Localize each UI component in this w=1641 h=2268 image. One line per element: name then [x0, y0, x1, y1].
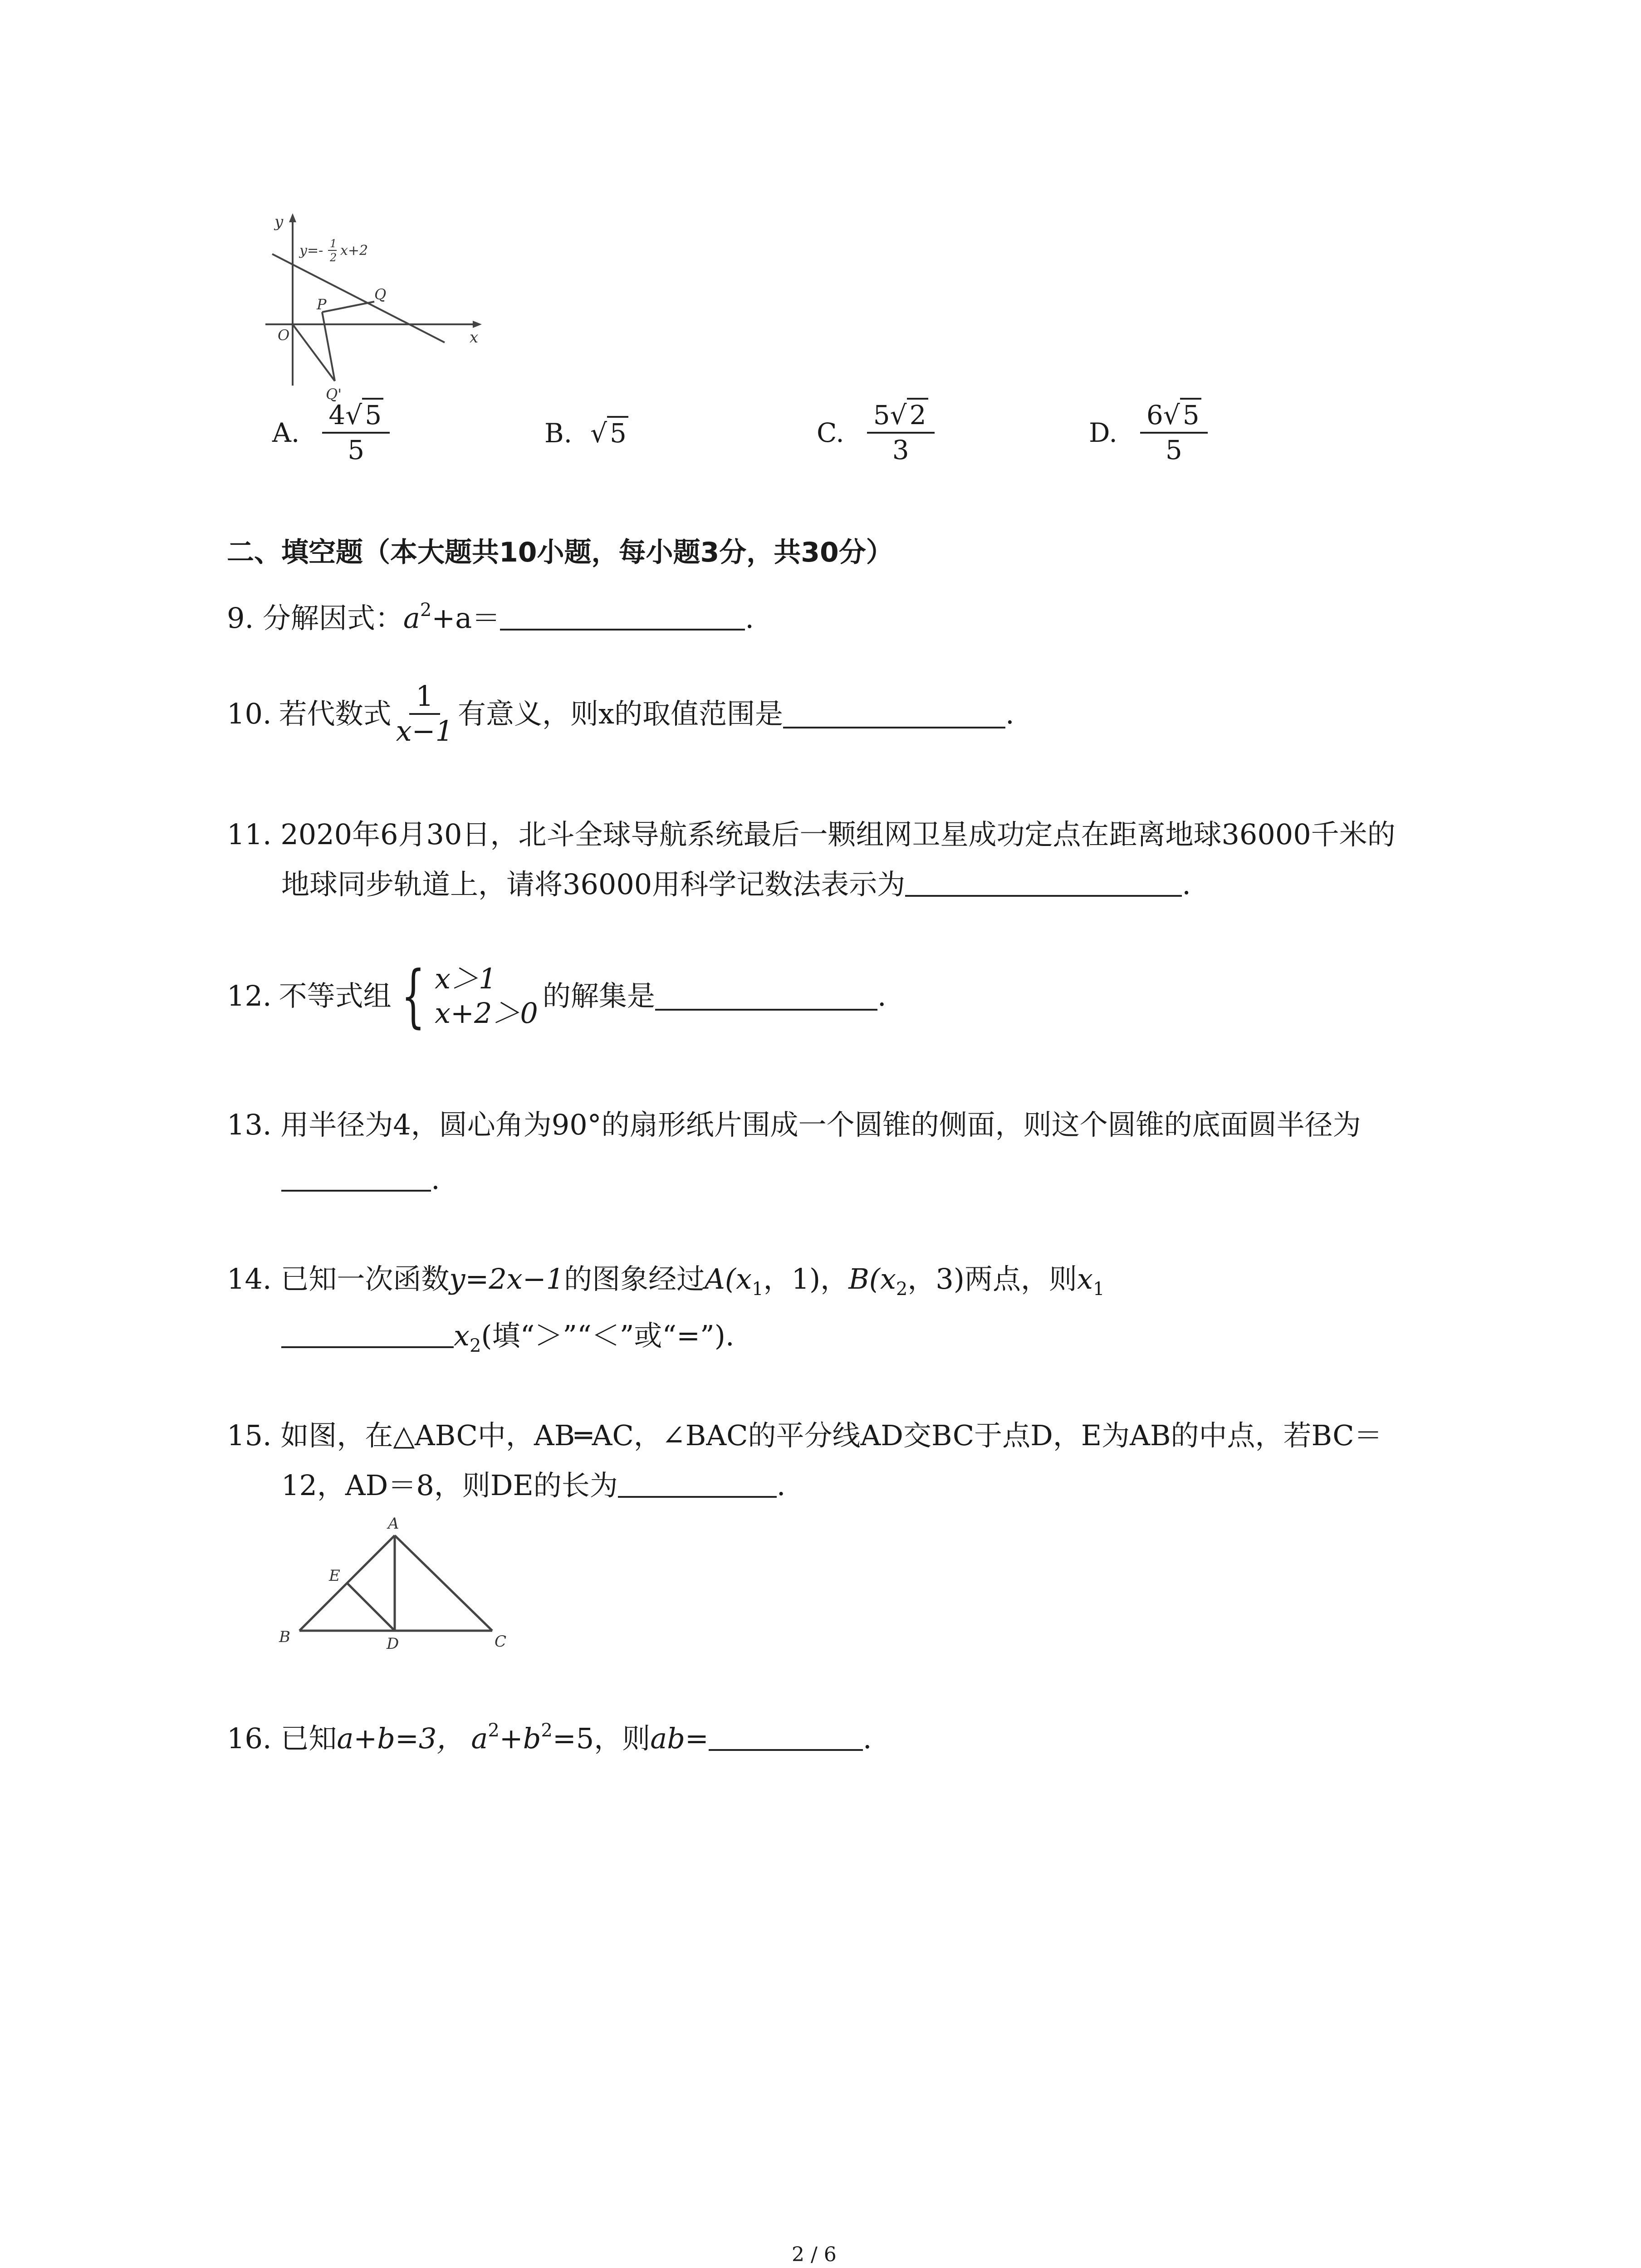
- segment-oq-prime: [293, 324, 335, 381]
- question-10: [227, 680, 1014, 748]
- y-axis-label: y: [274, 213, 284, 231]
- q14-x2: x: [454, 1319, 470, 1352]
- question-13: [227, 1107, 1361, 1143]
- q12-ineq1: x＞1: [435, 962, 497, 995]
- q9-var: a: [403, 601, 420, 635]
- q15-line2: 12，AD＝8，则DE的长为: [281, 1469, 618, 1502]
- q12-system: [392, 957, 538, 1036]
- q14-answer-blank[interactable]: [281, 1319, 454, 1348]
- vertex-e-label: E: [329, 1567, 340, 1585]
- option-b-radicand: 5: [607, 416, 628, 449]
- line-eq-num: 1: [330, 237, 337, 250]
- question-11-cont: [281, 866, 1191, 903]
- question-12: [227, 957, 887, 1036]
- q13-number: 13.: [227, 1108, 272, 1141]
- option-c-radicand: 2: [907, 398, 928, 430]
- option-c-coef: 5: [873, 400, 890, 430]
- question-16: [227, 1712, 872, 1757]
- triangle-figure: [268, 1510, 522, 1656]
- q12-answer-blank[interactable]: [655, 982, 877, 1011]
- q14-text-c: 的图象经过: [564, 1262, 705, 1295]
- q16-exp2: 2: [541, 1720, 553, 1741]
- option-d-fraction: $\frac{6√ 5}{5}$: [1140, 399, 1208, 466]
- q11-end: .: [1182, 868, 1191, 901]
- q14-sub2: 2: [896, 1279, 908, 1300]
- q12-brace: {: [401, 957, 425, 1036]
- q14-point-a: A(x: [705, 1262, 752, 1295]
- q14-sub4: 2: [469, 1335, 481, 1356]
- q16-ab: ab=: [650, 1722, 709, 1755]
- q16-post: =5，则: [552, 1722, 651, 1755]
- q15-answer-blank[interactable]: [618, 1469, 777, 1498]
- point-p-label: P: [317, 296, 327, 313]
- question-14: [227, 1261, 1104, 1307]
- q16-plus-b: +b: [499, 1722, 541, 1755]
- q10-number: 10.: [227, 697, 272, 730]
- q11-line2: 地球同步轨道上，请将36000用科学记数法表示为: [281, 868, 906, 901]
- section-title: 二、填空题（本大题共10小题，每小题3分，共30分）: [227, 537, 893, 568]
- q15-line1: 如图，在△ABC中，AB═AC，∠BAC的平分线AD交BC于点D，E为AB的中点，若BC＝: [280, 1419, 1382, 1452]
- line-eq-prefix: y=-: [299, 243, 323, 259]
- vertex-a-label: A: [388, 1515, 399, 1533]
- option-b: B. √ 5: [544, 415, 628, 451]
- option-b-letter: B.: [544, 418, 573, 449]
- line-graph: [272, 254, 445, 342]
- question-15-cont: [281, 1467, 786, 1504]
- q13-answer-blank[interactable]: [281, 1163, 431, 1192]
- q14-text-g: ，3)两点，则: [907, 1262, 1077, 1295]
- option-a-coef: 4: [328, 400, 346, 430]
- question-13-cont: [281, 1161, 440, 1198]
- q14-sub3: 1: [1092, 1279, 1105, 1300]
- q11-answer-blank[interactable]: [905, 868, 1182, 897]
- q13-end: .: [431, 1163, 440, 1196]
- line-eq-den: 2: [330, 251, 337, 264]
- option-a-den: 5: [348, 435, 365, 465]
- q10-answer-blank[interactable]: [783, 699, 1005, 728]
- coordinate-graph: [259, 204, 495, 404]
- q10-pre: 若代数式: [279, 697, 392, 730]
- q15-end: .: [776, 1469, 786, 1502]
- q10-end: .: [1005, 697, 1014, 730]
- option-c-fraction: $\frac{5√ 2}{3}$: [867, 399, 935, 466]
- q16-end: .: [862, 1722, 872, 1755]
- q11-line1: 2020年6月30日，北斗全球导航系统最后一颗组网卫星成功定点在距离地球36000千米的: [280, 818, 1396, 851]
- q16-part1: a+b=3，: [337, 1722, 465, 1755]
- option-a-fraction: $\frac{4√ 5}{5}$: [322, 399, 390, 466]
- q9-expr: +a＝: [431, 601, 500, 635]
- q10-frac-num: 1: [409, 680, 440, 715]
- segment-pq: [322, 302, 374, 312]
- q12-post: 的解集是: [542, 979, 655, 1012]
- option-d-letter: D.: [1089, 417, 1117, 448]
- x-axis-arrow: [473, 321, 482, 328]
- q14-x1: x: [1077, 1262, 1093, 1295]
- option-a: [272, 399, 394, 466]
- q15-number: 15.: [227, 1419, 272, 1452]
- point-q-prime-label: Q': [326, 386, 342, 403]
- origin-label: O: [278, 327, 290, 344]
- q14-sub1: 1: [752, 1279, 764, 1300]
- option-a-letter: A.: [272, 417, 300, 448]
- q14-choice: (填“＞”“＜”或“=”).: [481, 1319, 735, 1352]
- q9-number: 9.: [227, 601, 254, 635]
- q14-point-b: B(x: [848, 1262, 896, 1295]
- q10-frac-den: x−1: [396, 714, 453, 748]
- option-d-radicand: 5: [1180, 398, 1201, 430]
- q16-number: 16.: [227, 1722, 272, 1755]
- q14-text-e: ，1)，: [763, 1262, 849, 1295]
- q16-exp1: 2: [488, 1720, 500, 1741]
- vertex-c-label: C: [495, 1633, 507, 1651]
- q16-a: a: [471, 1722, 488, 1755]
- point-q-label: Q: [374, 286, 387, 303]
- q9-end: .: [745, 601, 754, 635]
- vertex-b-label: B: [279, 1628, 290, 1646]
- q16-pre: 已知: [280, 1722, 337, 1755]
- segment-pq-prime: [322, 312, 335, 381]
- q16-answer-blank[interactable]: [709, 1722, 863, 1751]
- option-d-coef: 6: [1146, 400, 1163, 430]
- side-ac: [395, 1535, 492, 1631]
- q12-end: .: [877, 979, 887, 1012]
- option-c-letter: C.: [817, 417, 844, 448]
- q9-text: 分解因式：: [262, 601, 403, 635]
- q12-ineq2: x+2＞0: [435, 997, 538, 1030]
- vertex-d-label: D: [387, 1635, 399, 1653]
- segment-de: [347, 1583, 395, 1631]
- y-axis-arrow: [289, 213, 296, 222]
- q14-function: y=2x−1: [449, 1262, 564, 1295]
- q9-exponent: 2: [420, 600, 432, 621]
- q9-answer-blank[interactable]: [500, 601, 745, 631]
- q12-pre: 不等式组: [279, 979, 392, 1012]
- q14-text-a: 已知一次函数: [280, 1262, 450, 1295]
- question-14-cont: [281, 1318, 735, 1364]
- q11-number: 11.: [227, 818, 272, 851]
- option-a-radicand: 5: [362, 398, 383, 430]
- option-d-den: 5: [1165, 435, 1182, 465]
- x-axis-label: x: [470, 328, 479, 347]
- q13-line1: 用半径为4，圆心角为90°的扇形纸片围成一个圆锥的侧面，则这个圆锥的底面圆半径为: [280, 1108, 1361, 1141]
- option-c-den: 3: [892, 435, 909, 465]
- option-d: [1089, 399, 1212, 466]
- q12-number: 12.: [227, 979, 272, 1012]
- q10-post: 有意义，则x的取值范围是: [458, 697, 783, 730]
- question-15: [227, 1418, 1382, 1454]
- page-number: 2 / 6: [792, 2243, 837, 2266]
- question-11: [227, 816, 1396, 853]
- option-c: [817, 399, 939, 466]
- question-9: [227, 592, 754, 636]
- q10-fraction: [396, 680, 453, 748]
- q14-number: 14.: [227, 1262, 272, 1295]
- line-eq-suffix: x+2: [340, 243, 368, 259]
